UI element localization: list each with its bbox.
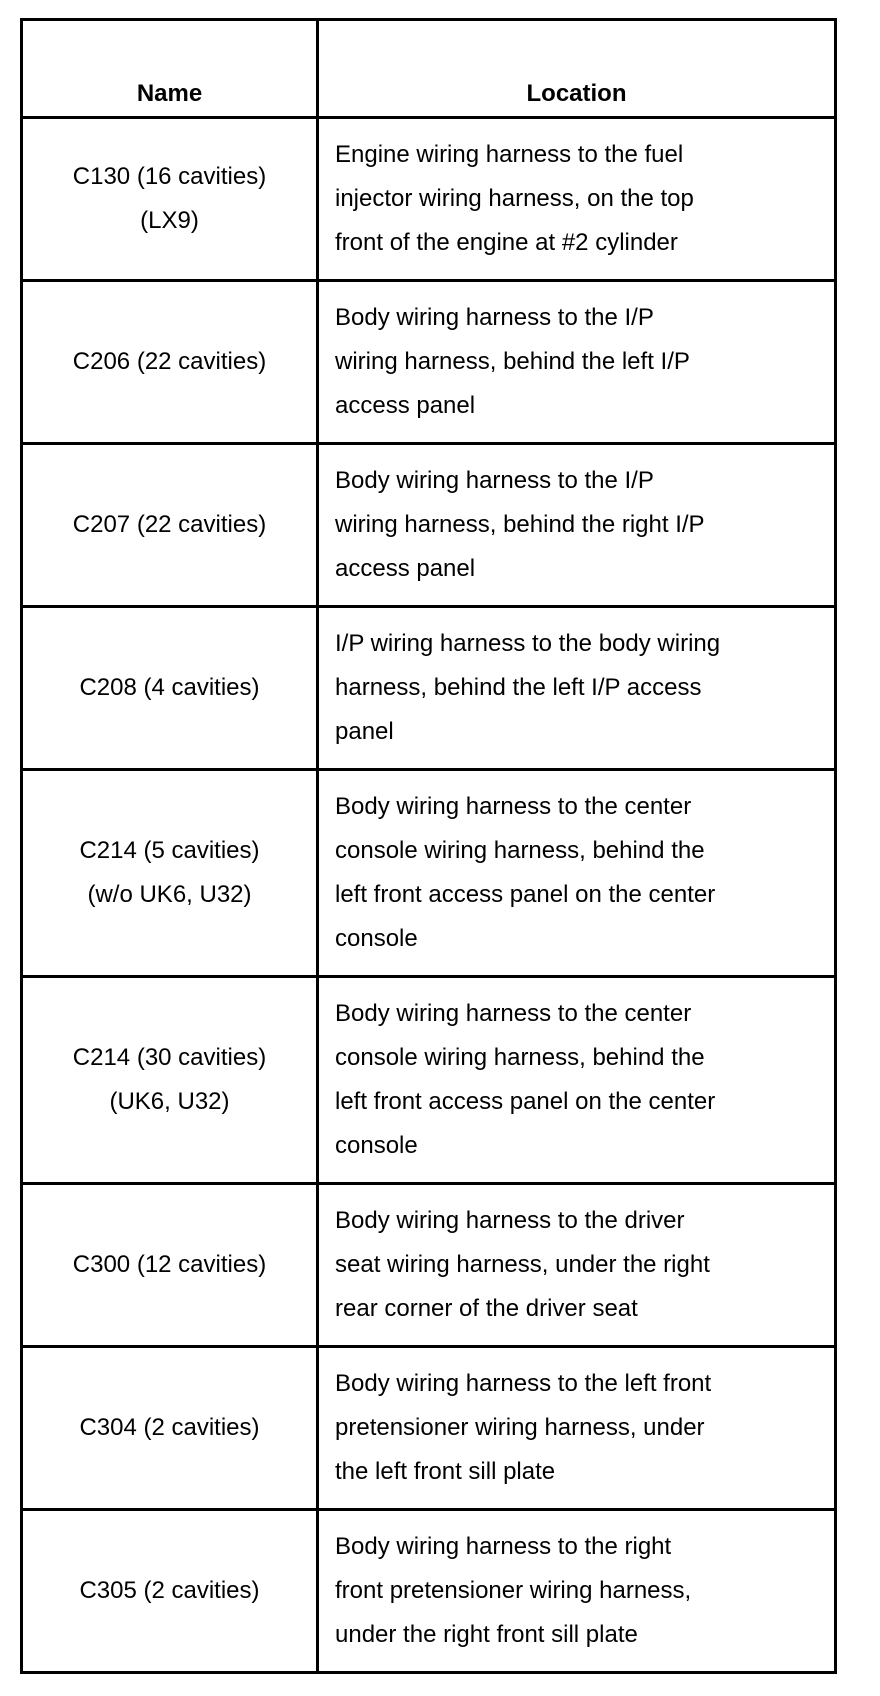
location-line: seat wiring harness, under the right [335,1251,710,1278]
location-line: pretensioner wiring harness, under [335,1414,705,1441]
location-line: front of the engine at #2 cylinder [335,229,678,256]
connector-location-cell [318,770,836,977]
connector-option-line: (UK6, U32) [109,1088,230,1115]
connector-location-cell [318,1347,836,1510]
connector-name-cell [22,281,318,444]
connector-name-cell [22,118,318,281]
location-line: rear corner of the driver seat [335,1295,638,1322]
location-line: front pretensioner wiring harness, [335,1577,692,1604]
location-line: injector wiring harness, on the top [335,185,694,212]
connector-name-cell [22,770,318,977]
table-row [22,607,836,770]
location-line: Body wiring harness to the I/P [335,304,654,331]
table-row [22,977,836,1184]
location-line: console [335,1132,418,1159]
location-column-header: Location [318,20,836,118]
connector-name-line: C208 (4 cavities) [79,674,260,701]
table-row [22,444,836,607]
connector-name-cell [22,444,318,607]
location-line: Body wiring harness to the center [335,1000,692,1027]
connector-option-line: (LX9) [140,207,199,234]
connector-location-cell [318,607,836,770]
location-line: Body wiring harness to the right [335,1533,672,1560]
location-line: Engine wiring harness to the fuel [335,141,684,168]
table-header-row [22,20,836,118]
location-line: access panel [335,555,476,582]
location-line: left front access panel on the center [335,881,716,908]
connector-name-line: C300 (12 cavities) [72,1251,267,1278]
connector-name-line: C130 (16 cavities) [72,163,267,190]
connector-location-cell [318,1184,836,1347]
location-line: console [335,925,418,952]
table-row [22,281,836,444]
table-row [22,770,836,977]
location-line: access panel [335,392,476,419]
location-line: Body wiring harness to the center [335,793,692,820]
connector-name-cell [22,607,318,770]
table-row [22,1347,836,1510]
location-line: the left front sill plate [335,1458,556,1485]
connector-name-cell [22,1184,318,1347]
location-line: Body wiring harness to the left front [335,1370,712,1397]
connector-location-cell [318,444,836,607]
connector-location-table [20,18,837,1674]
connector-name-line: C214 (5 cavities) [79,837,260,864]
location-line: harness, behind the left I/P access [335,674,702,701]
location-line: left front access panel on the center [335,1088,716,1115]
connector-name-cell [22,1510,318,1673]
connector-location-cell [318,977,836,1184]
location-line: wiring harness, behind the left I/P [335,348,690,375]
location-line: wiring harness, behind the right I/P [335,511,705,538]
location-line: Body wiring harness to the driver [335,1207,685,1234]
connector-location-cell [318,118,836,281]
location-line: under the right front sill plate [335,1621,638,1648]
connector-name-line: C305 (2 cavities) [79,1577,260,1604]
connector-name-line: C207 (22 cavities) [72,511,267,538]
connector-location-cell [318,281,836,444]
name-column-header: Name [22,20,318,118]
location-line: Body wiring harness to the I/P [335,467,654,494]
connector-name-cell [22,977,318,1184]
table-row [22,1184,836,1347]
location-line: console wiring harness, behind the [335,837,705,864]
location-line: I/P wiring harness to the body wiring [335,630,721,657]
table-row [22,1510,836,1673]
connector-name-cell [22,1347,318,1510]
connector-table-container [20,18,837,1674]
connector-option-line: (w/o UK6, U32) [87,881,252,908]
connector-name-line: C214 (30 cavities) [72,1044,267,1071]
connector-name-line: C304 (2 cavities) [79,1414,260,1441]
table-row [22,118,836,281]
location-line: console wiring harness, behind the [335,1044,705,1071]
connector-name-line: C206 (22 cavities) [72,348,267,375]
location-line: panel [335,718,394,745]
connector-location-cell [318,1510,836,1673]
